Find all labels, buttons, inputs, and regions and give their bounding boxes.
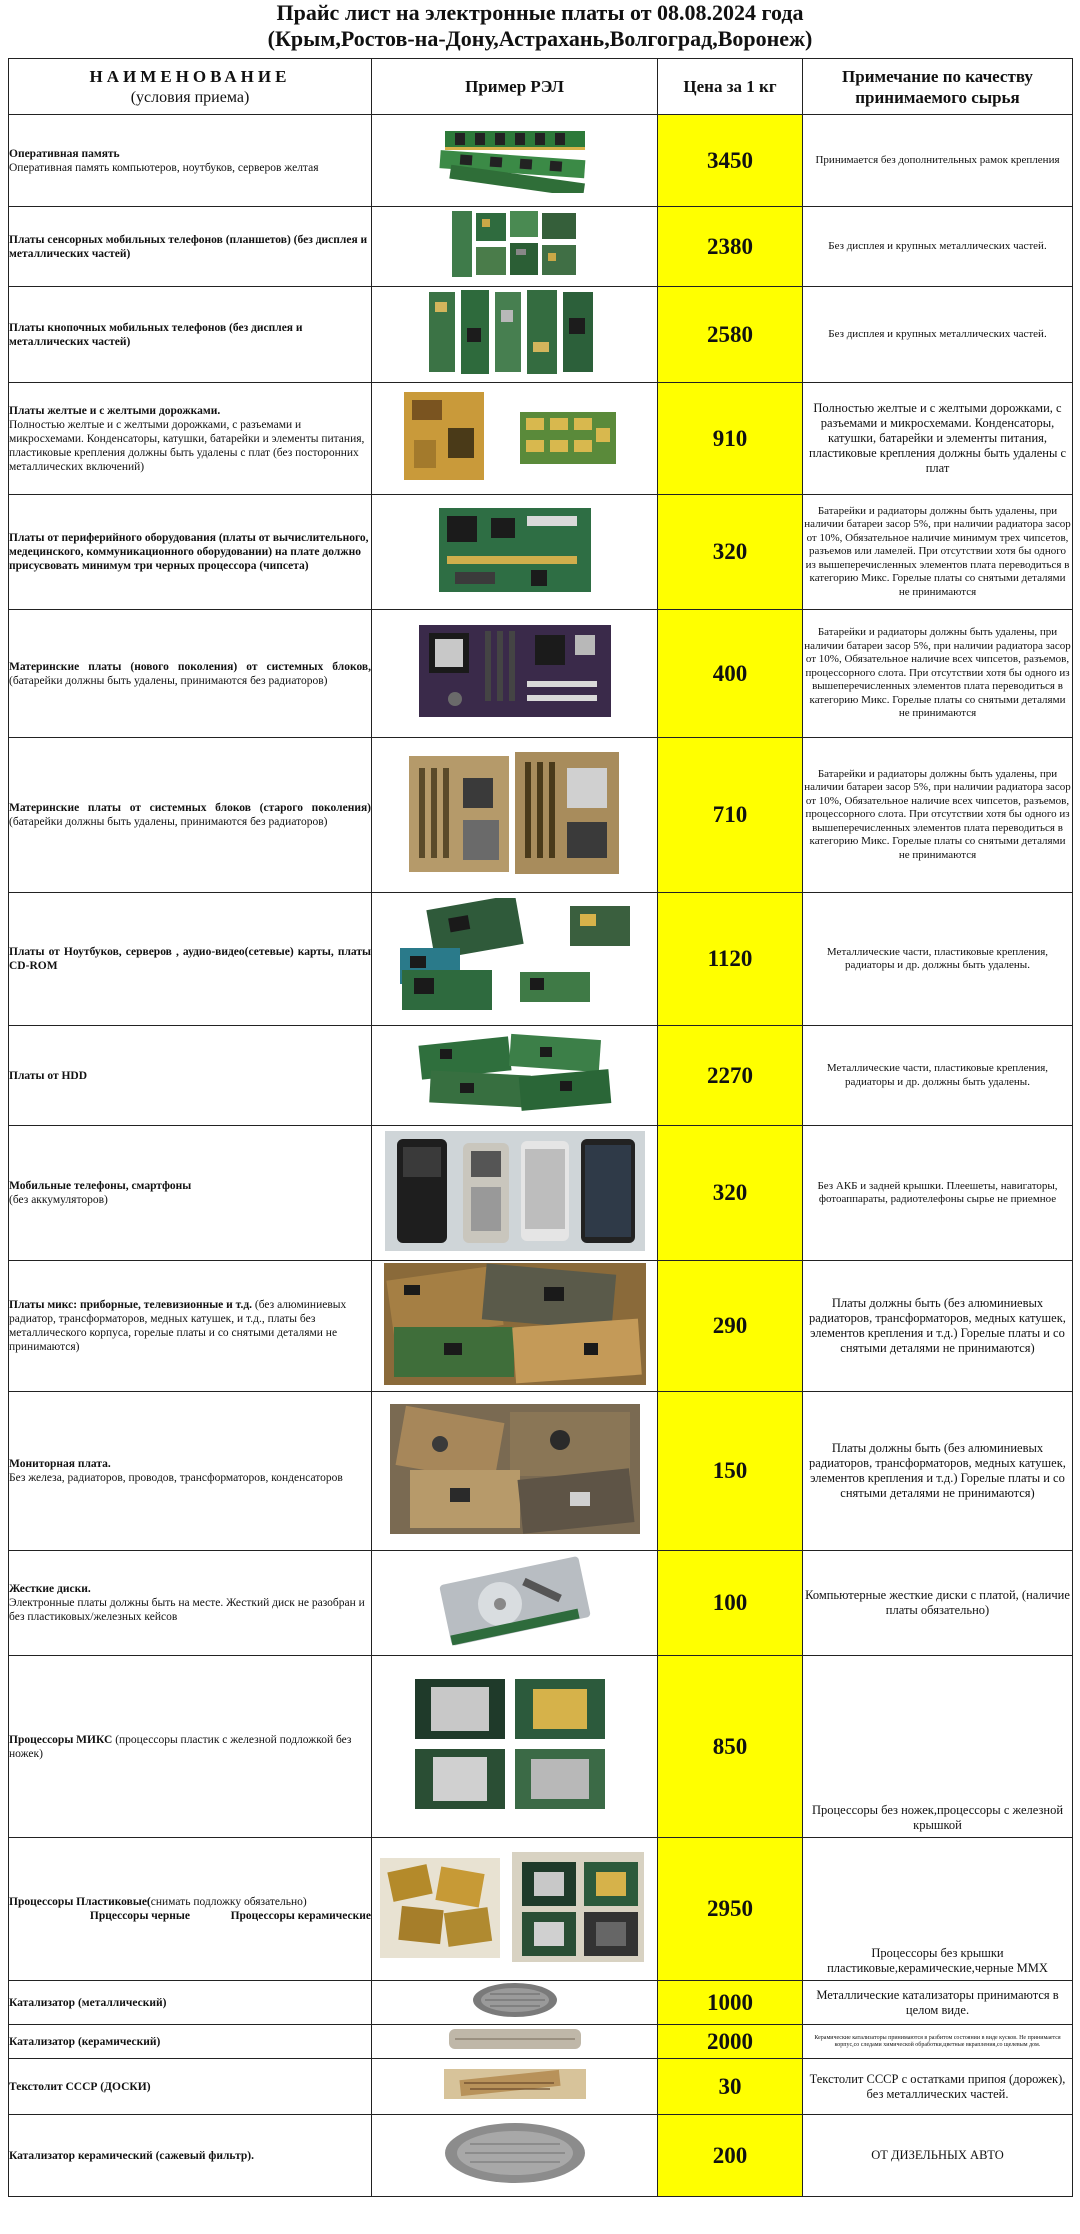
metal-catalyst-photo — [372, 1981, 658, 2025]
item-price: 910 — [658, 383, 803, 495]
item-price: 850 — [658, 1656, 803, 1838]
item-name: Платы от Ноутбуков, серверов , аудио-видео(сетевые) карты, платы CD-ROM — [9, 893, 372, 1026]
header-example: Пример РЭЛ — [372, 59, 658, 115]
item-price: 320 — [658, 1126, 803, 1261]
table-row — [9, 115, 1073, 207]
table-row — [9, 893, 1073, 1026]
yellow-boards-photo — [372, 383, 658, 495]
ram-modules-photo — [372, 115, 658, 207]
item-name: Платы от HDD — [9, 1026, 372, 1126]
item-price: 400 — [658, 610, 803, 738]
item-name: Платы от периферийного оборудования (платы от вычислительного, медецинского, коммуникационного оборудовании) на плате должно присусвовать минимум три черных процессора (чипсета) — [9, 495, 372, 610]
item-name: Процессоры МИКС (процессоры пластик с железной подложкой без ножек) — [9, 1656, 372, 1838]
monitor-boards-photo — [372, 1392, 658, 1551]
table-row — [9, 1026, 1073, 1126]
table-row — [9, 287, 1073, 383]
header-price: Цена за 1 кг — [658, 59, 803, 115]
item-note: Батарейки и радиаторы должны быть удалены, при наличии батареи засор 5%, при наличии радиатора засор от 10%, Обязательное наличие минимум трех чипсетов, разъемов или ламелей. При отсутствии хотя бы одного из вышеперечисленных элементов плата переводиться в категорию Микс. Горелые платы со снятыми деталями не принимаются — [803, 495, 1073, 610]
old-motherboard-photo — [372, 738, 658, 893]
table-row — [9, 2059, 1073, 2115]
table-row — [9, 495, 1073, 610]
item-name: Процессоры Пластиковые(снимать подложку обязательно) Процессоры керамические Прцессоры черные — [9, 1838, 372, 1981]
item-name: Катализатор керамический (сажевый фильтр). — [9, 2115, 372, 2197]
item-price: 2270 — [658, 1026, 803, 1126]
item-name: Катализатор (металлический) — [9, 1981, 372, 2025]
item-name: Материнские платы от системных блоков (старого поколения) (батарейки должны быть удалены, принимаются без радиаторов) — [9, 738, 372, 893]
item-price: 2000 — [658, 2025, 803, 2059]
item-name: Платы желтые и с желтыми дорожками. Полностью желтые и с желтыми дорожками, с разъемами и микросхемами. Конденсаторы, катушки, батарейки и элементы питания, пластиковые крепления должны быть удалены с плат (без посторонних металлических включений) — [9, 383, 372, 495]
item-note: Керамические катализаторы принимаются в разбитом состоянии в виде кусков. Не принимается корпус,со следами химической обработки,цветные вкрапления,со щелевым дом. — [803, 2025, 1073, 2059]
item-name: Текстолит СССР (ДОСКИ) — [9, 2059, 372, 2115]
item-note: Компьютерные жесткие диски с платой, (наличие платы обязательно) — [803, 1551, 1073, 1656]
item-price: 290 — [658, 1261, 803, 1392]
mobile-phones-photo — [372, 1126, 658, 1261]
item-price: 3450 — [658, 115, 803, 207]
item-name: Оперативная память Оперативная память компьютеров, ноутбуков, серверов желтая — [9, 115, 372, 207]
soot-filter-photo — [372, 2115, 658, 2197]
title-line-1: Прайс лист на электронные платы от 08.08.2024 года — [276, 0, 804, 25]
table-row — [9, 1981, 1073, 2025]
item-name: Платы микс: приборные, телевизионные и т.д. (без алюминиевых радиатор, трансформаторов, медных катушек, и т.д., платы без металлического корпуса, горелые платы и со снятыми деталями не принимаются) — [9, 1261, 372, 1392]
hdd-boards-photo — [372, 1026, 658, 1126]
item-price: 30 — [658, 2059, 803, 2115]
item-note: Платы должны быть (без алюминиевых радиаторов, трансформаторов, медных катушек, элементов крепления и т.д.) Горелые платы и со снятыми деталями не принимаются) — [803, 1261, 1073, 1392]
document-title — [0, 0, 1080, 56]
item-note: Металлические катализаторы принимаются в целом виде. — [803, 1981, 1073, 2025]
mix-cpu-photo — [372, 1656, 658, 1838]
table-row — [9, 207, 1073, 287]
item-price: 1000 — [658, 1981, 803, 2025]
item-price: 100 — [658, 1551, 803, 1656]
item-note: Батарейки и радиаторы должны быть удалены, при наличии батареи засор 5%, при наличии радиатора засор от 10%, Обязательное наличие всех чипсетов, разъемов, процессорного слота. При отсутствии хотя бы одного из вышеперечисленных элементов плата переводиться в категорию Микс. Горелые платы со снятыми деталями не принимаются — [803, 738, 1073, 893]
header-row — [9, 59, 1073, 115]
item-price: 1120 — [658, 893, 803, 1026]
item-name: Мониторная плата. Без железа, радиаторов, проводов, трансформаторов, конденсаторов — [9, 1392, 372, 1551]
table-row — [9, 1656, 1073, 1838]
item-note: Полностью желтые и с желтыми дорожками, с разъемами и микросхемами. Конденсаторы, катушки, батарейки и элементы питания, пластиковые крепления должны быть удалены с плат — [803, 383, 1073, 495]
mix-boards-photo — [372, 1261, 658, 1392]
item-price: 150 — [658, 1392, 803, 1551]
plastic-cpu-photo — [372, 1838, 658, 1981]
item-price: 200 — [658, 2115, 803, 2197]
table-row — [9, 1838, 1073, 1981]
ceramic-catalyst-photo — [372, 2025, 658, 2059]
item-note: Без АКБ и задней крышки. Плеешеты, навигаторы, фотоаппараты, радиотелефоны сырье не приемное — [803, 1126, 1073, 1261]
peripheral-board-photo — [372, 495, 658, 610]
item-note: Текстолит СССР с остатками припоя (дорожек), без металлических частей. — [803, 2059, 1073, 2115]
item-note: Металлические части, пластиковые крепления, радиаторы и др. должны быть удалены. — [803, 893, 1073, 1026]
item-name: Платы сенсорных мобильных телефонов (планшетов) (без дисплея и металлических частей) — [9, 207, 372, 287]
table-row — [9, 1126, 1073, 1261]
item-price: 320 — [658, 495, 803, 610]
header-note: Примечание по качеству принимаемого сырья — [803, 59, 1073, 115]
textolite-photo — [372, 2059, 658, 2115]
item-name: Жесткие диски. Электронные платы должны быть на месте. Жесткий диск не разобран и без пластиковых/железных кейсов — [9, 1551, 372, 1656]
item-name: Материнские платы (нового поколения) от системных блоков, (батарейки должны быть удалены, принимаются без радиаторов) — [9, 610, 372, 738]
item-note: Принимается без дополнительных рамок крепления — [803, 115, 1073, 207]
item-note: ОТ ДИЗЕЛЬНЫХ АВТО — [803, 2115, 1073, 2197]
item-note: Процессоры без крышки пластиковые,керамические,черные ММХ — [803, 1838, 1073, 1981]
new-motherboard-photo — [372, 610, 658, 738]
item-price: 710 — [658, 738, 803, 893]
laptop-boards-photo — [372, 893, 658, 1026]
table-row — [9, 383, 1073, 495]
item-name: Платы кнопочных мобильных телефонов (без дисплея и металлических частей) — [9, 287, 372, 383]
hard-disk-photo — [372, 1551, 658, 1656]
item-note: Платы должны быть (без алюминиевых радиаторов, трансформаторов, медных катушек, элементов крепления и т.д.) Горелые платы и со снятыми деталями не принимаются) — [803, 1392, 1073, 1551]
item-price: 2580 — [658, 287, 803, 383]
title-line-2: (Крым,Ростов-на-Дону,Астрахань,Волгоград,Воронеж) — [267, 26, 813, 51]
item-name: Катализатор (керамический) — [9, 2025, 372, 2059]
item-price: 2380 — [658, 207, 803, 287]
item-note: Батарейки и радиаторы должны быть удалены, при наличии батареи засор 5%, при наличии радиатора засор от 10%, Обязательное наличие всех чипсетов, разъемов, процессорного слота. При отсутствии хотя бы одного из вышеперечисленных элементов плата переводиться в категорию Микс. Горелые платы со снятыми деталями не принимаются — [803, 610, 1073, 738]
item-price: 2950 — [658, 1838, 803, 1981]
table-row — [9, 1392, 1073, 1551]
table-row — [9, 738, 1073, 893]
header-name: НАИМЕНОВАНИЕ (условия приема) — [9, 59, 372, 115]
touch-phone-boards-photo — [372, 207, 658, 287]
button-phone-boards-photo — [372, 287, 658, 383]
table-row — [9, 1551, 1073, 1656]
price-table — [8, 58, 1073, 2197]
item-note: Без дисплея и крупных металлических частей. — [803, 207, 1073, 287]
table-row — [9, 2025, 1073, 2059]
table-row — [9, 2115, 1073, 2197]
item-note: Металлические части, пластиковые крепления, радиаторы и др. должны быть удалены. — [803, 1026, 1073, 1126]
item-name: Мобильные телефоны, смартфоны (без аккумуляторов) — [9, 1126, 372, 1261]
table-row — [9, 1261, 1073, 1392]
item-note: Процессоры без ножек,процессоры с железной крышкой — [803, 1656, 1073, 1838]
table-row — [9, 610, 1073, 738]
item-note: Без дисплея и крупных металлических частей. — [803, 287, 1073, 383]
